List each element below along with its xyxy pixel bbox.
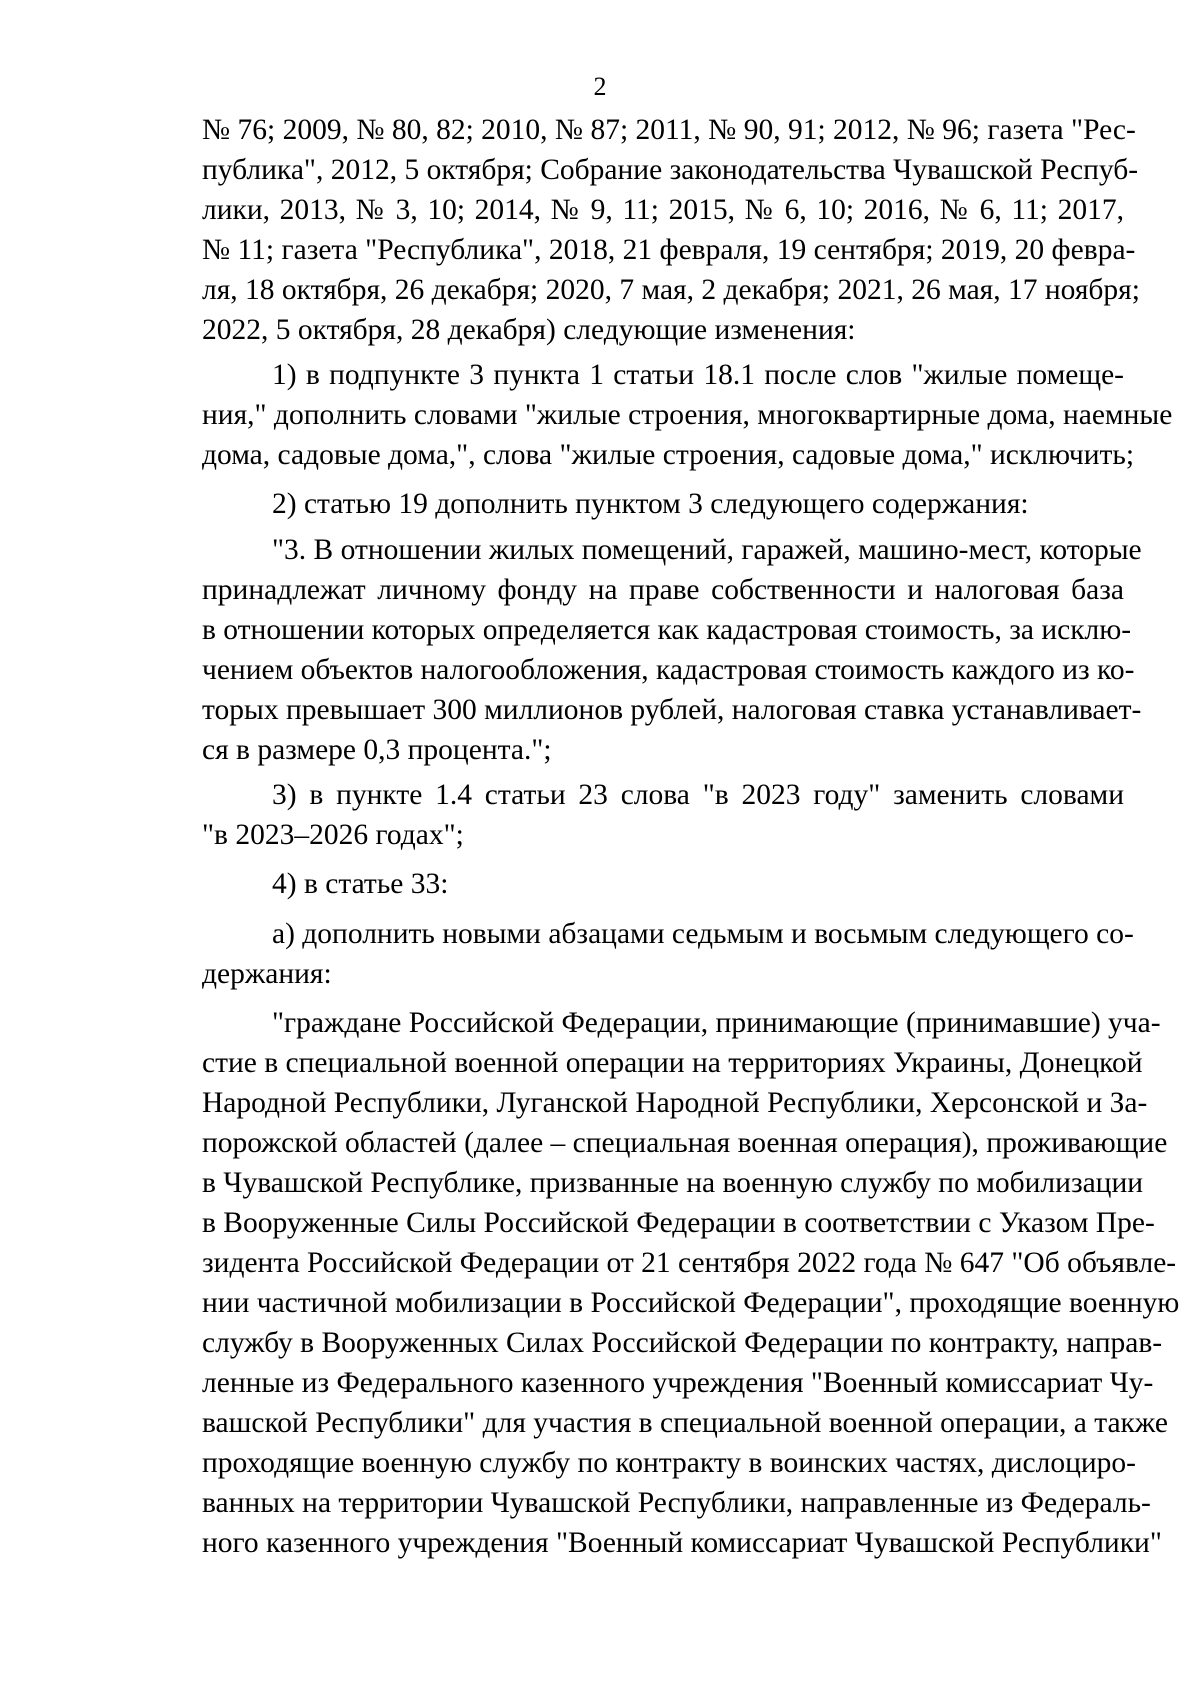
text-line: № 76; 2009, № 80, 82; 2010, № 87; 2011, № 90, 91; 2012, № 96; газета "Рес- <box>202 114 1136 146</box>
text-line: проходящие военную службу по контракту в воинских частях, дислоциро- <box>202 1447 1136 1479</box>
text-line: лики, 2013, № 3, 10; 2014, № 9, 11; 2015, № 6, 10; 2016, № 6, 11; 2017, <box>202 194 1124 226</box>
text-line: 2022, 5 октября, 28 декабря) следующие изменения: <box>202 314 856 346</box>
text-line: чением объектов налогообложения, кадастровая стоимость каждого из ко- <box>202 654 1135 686</box>
text-line: № 11; газета "Республика", 2018, 21 февраля, 19 сентября; 2019, 20 февра- <box>202 234 1136 266</box>
text-line: а) дополнить новыми абзацами седьмым и восьмым следующего со- <box>272 918 1134 950</box>
text-line: "3. В отношении жилых помещений, гаражей, машино-мест, которые <box>272 534 1142 566</box>
text-line: ся в размере 0,3 процента."; <box>202 734 552 766</box>
text-line: принадлежат личному фонду на праве собственности и налоговая база <box>202 574 1124 606</box>
text-line: ленные из Федерального казенного учреждения "Военный комиссариат Чу- <box>202 1367 1154 1399</box>
text-line: 1) в подпункте 3 пункта 1 статьи 18.1 после слов "жилые помеще- <box>272 359 1124 391</box>
text-line: ния," дополнить словами "жилые строения, многоквартирные дома, наемные <box>202 399 1173 431</box>
text-line: вашской Республики" для участия в специальной военной операции, а также <box>202 1407 1168 1439</box>
text-line: "граждане Российской Федерации, принимающие (принимавшие) уча- <box>272 1007 1161 1039</box>
text-line: зидента Российской Федерации от 21 сентября 2022 года № 647 "Об объявле- <box>202 1247 1177 1279</box>
page-number: 2 <box>593 72 607 101</box>
text-line: "в 2023–2026 годах"; <box>202 819 464 851</box>
text-line: нии частичной мобилизации в Российской Федерации", проходящие военную <box>202 1287 1180 1319</box>
text-line: службу в Вооруженных Силах Российской Федерации по контракту, направ- <box>202 1327 1163 1359</box>
text-line: ванных на территории Чувашской Республики, направленные из Федераль- <box>202 1487 1151 1519</box>
text-line: в Вооруженные Силы Российской Федерации в соответствии с Указом Пре- <box>202 1207 1155 1239</box>
text-line: 2) статью 19 дополнить пунктом 3 следующего содержания: <box>272 488 1029 520</box>
text-line: ля, 18 октября, 26 декабря; 2020, 7 мая, 2 декабря; 2021, 26 мая, 17 ноября; <box>202 274 1140 306</box>
text-line: публика", 2012, 5 октября; Собрание законодательства Чувашской Респуб- <box>202 154 1139 186</box>
text-line: порожской областей (далее – специальная военная операция), проживающие <box>202 1127 1168 1159</box>
text-line: стие в специальной военной операции на территориях Украины, Донецкой <box>202 1047 1143 1079</box>
text-line: дома, садовые дома,", слова "жилые строения, садовые дома," исключить; <box>202 439 1135 471</box>
text-line: в отношении которых определяется как кадастровая стоимость, за исклю- <box>202 614 1132 646</box>
text-line: в Чувашской Республике, призванные на военную службу по мобилизации <box>202 1167 1144 1199</box>
text-line: 3) в пункте 1.4 статьи 23 слова "в 2023 году" заменить словами <box>272 779 1124 811</box>
text-line: держания: <box>202 958 332 990</box>
text-line: торых превышает 300 миллионов рублей, налоговая ставка устанавливает- <box>202 694 1142 726</box>
text-line: 4) в статье 33: <box>272 868 449 900</box>
text-line: ного казенного учреждения "Военный комиссариат Чувашской Республики" <box>202 1527 1162 1559</box>
text-line: Народной Республики, Луганской Народной Республики, Херсонской и За- <box>202 1087 1148 1119</box>
